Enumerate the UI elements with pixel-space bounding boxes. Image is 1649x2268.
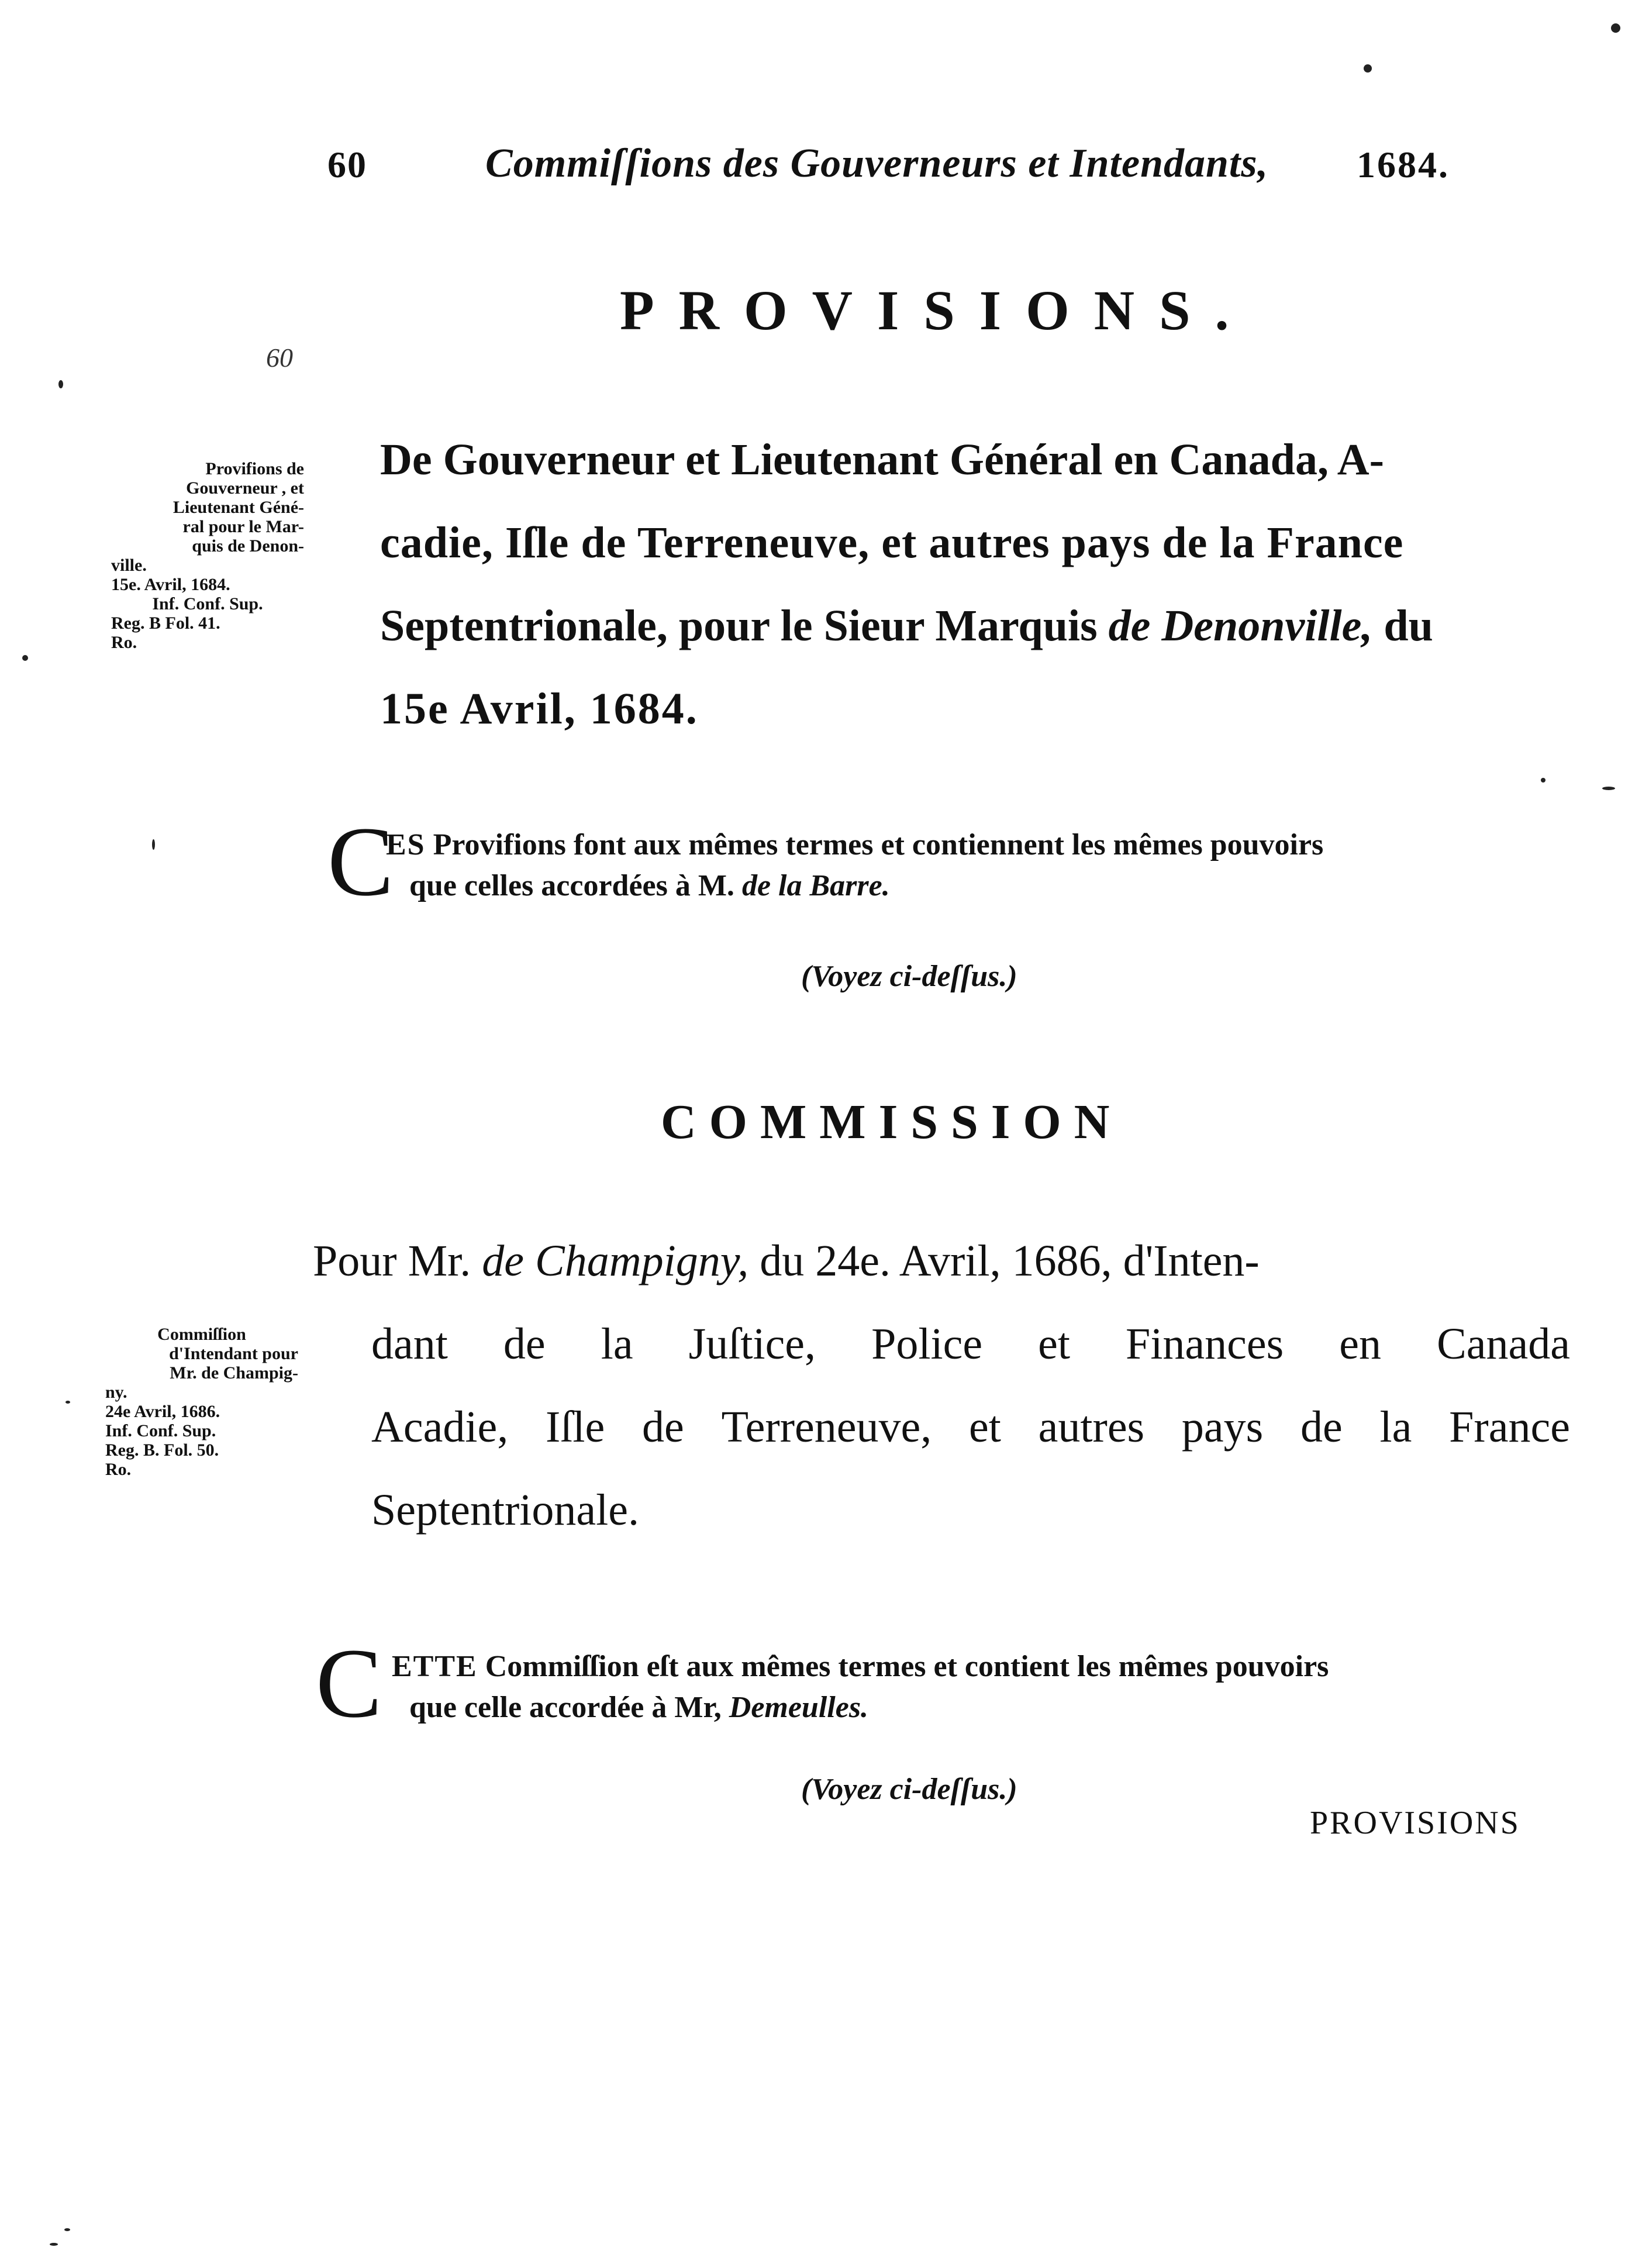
title-line: cadie, Iſle de Terreneuve, et autres pays de la France	[380, 518, 1404, 567]
word: de	[503, 1319, 546, 1369]
body-text: que celle accordée à Mr,	[409, 1691, 722, 1724]
sidenote-line: quis de Denon-	[192, 536, 304, 556]
scan-speck	[1611, 23, 1620, 33]
sidenote-line: Lieutenant Géné-	[173, 498, 304, 517]
commission-body	[316, 1628, 1570, 1738]
sidenote-line: Gouverneur , et	[186, 478, 304, 498]
body-lead-letters: ETTE	[392, 1650, 478, 1683]
sidenote-line: Ro.	[111, 633, 137, 652]
body-line	[327, 825, 1570, 866]
word: Iſle	[545, 1402, 605, 1452]
title-line: 15e Avril, 1684.	[380, 684, 699, 733]
scan-speck	[65, 1401, 70, 1404]
word: Canada	[1437, 1319, 1570, 1369]
scan-speck	[1364, 64, 1372, 73]
scan-speck	[64, 2228, 70, 2231]
person-name: de Champigny,	[482, 1236, 749, 1285]
provisions-body	[327, 806, 1570, 916]
word: la	[1379, 1402, 1412, 1452]
handwritten-mark: 60	[266, 343, 293, 373]
sidenote-line: ral pour le Mar-	[182, 517, 304, 536]
title-line-text: Septentrionale, pour le Sieur Marquis	[380, 601, 1098, 650]
word: de	[642, 1402, 684, 1452]
sidenote-line: 24e Avril, 1686.	[105, 1402, 220, 1421]
page-number: 60	[327, 144, 367, 185]
cross-reference: (Voyez ci-deſſus.)	[801, 1773, 1017, 1806]
provisions-title-paragraph	[380, 418, 1567, 750]
scan-speck	[58, 380, 63, 388]
scan-speck	[152, 839, 155, 850]
scan-speck	[1541, 778, 1545, 783]
body-text: que celles accordées à M.	[409, 869, 734, 902]
scan-speck	[50, 2243, 58, 2246]
running-year: 1684.	[1357, 144, 1450, 185]
title-line-text: De Gouverneur et Lieutenant Général en Canada, A-	[380, 435, 1384, 484]
catchword: PROVISIONS	[1310, 1805, 1520, 1841]
title-line-text: du 24e. Avril, 1686, d'Inten-	[760, 1236, 1260, 1285]
sidenote-line: Ro.	[105, 1460, 132, 1479]
sidenote-line: Commiſſion	[157, 1325, 246, 1344]
word: en	[1339, 1319, 1381, 1369]
word: autres	[1038, 1402, 1145, 1452]
sidenote-commission	[105, 1325, 298, 1479]
sidenote-line: d'Intendant pour	[169, 1344, 298, 1363]
title-line: Septentrionale.	[371, 1485, 639, 1535]
drop-cap: C	[316, 1628, 382, 1738]
title-line-text: du	[1384, 601, 1433, 650]
body-text: Provifions font aux mêmes termes et contiennent les mêmes pouvoirs	[433, 828, 1324, 861]
word: Police	[871, 1319, 983, 1369]
word: dant	[371, 1319, 448, 1369]
word: Acadie,	[371, 1402, 509, 1452]
word: et	[1038, 1319, 1070, 1369]
title-line	[371, 1302, 1570, 1385]
section-heading-provisions: PROVISIONS.	[620, 279, 1254, 342]
sidenote-line: Provifions de	[205, 459, 304, 478]
title-line	[380, 584, 1567, 667]
sidenote-line: Reg. B. Fol. 50.	[105, 1440, 219, 1460]
title-line	[380, 418, 1567, 501]
word: Finances	[1126, 1319, 1284, 1369]
sidenote-line: 15e. Avril, 1684.	[111, 575, 230, 594]
body-line	[316, 1687, 1570, 1728]
running-title: Commiſſions des Gouverneurs et Intendants,	[485, 141, 1269, 186]
scan-speck	[22, 655, 28, 661]
body-text: Commiſſion eſt aux mêmes termes et contient les mêmes pouvoirs	[485, 1650, 1329, 1683]
sidenote-line: Inf. Conf. Sup.	[105, 1421, 216, 1440]
sidenote-line: ny.	[105, 1383, 127, 1402]
person-name: Demeulles.	[729, 1691, 869, 1724]
title-line	[313, 1219, 1570, 1302]
drop-cap: C	[327, 806, 394, 916]
word: la	[601, 1319, 633, 1369]
word: Terreneuve,	[721, 1402, 932, 1452]
body-line	[327, 866, 1570, 906]
word: de	[1300, 1402, 1343, 1452]
word: Juſtice,	[688, 1319, 816, 1369]
sidenote-provisions	[111, 459, 304, 652]
body-lead-letters: ES	[386, 828, 426, 861]
commission-title-paragraph	[313, 1219, 1570, 1552]
body-line	[316, 1646, 1570, 1687]
sidenote-line: Mr. de Champig-	[170, 1363, 298, 1383]
person-name: de Denonville,	[1108, 601, 1373, 650]
word: et	[969, 1402, 1001, 1452]
sidenote-line: Reg. B Fol. 41.	[111, 613, 220, 633]
title-line-text: Pour Mr.	[313, 1236, 471, 1285]
scan-speck	[1602, 787, 1615, 790]
title-line	[371, 1385, 1570, 1469]
section-heading-commission: COMMISSION	[661, 1095, 1123, 1149]
sidenote-line: Inf. Conf. Sup.	[152, 594, 263, 613]
sidenote-line: ville.	[111, 556, 147, 575]
cross-reference: (Voyez ci-deſſus.)	[801, 960, 1017, 993]
word: pays	[1181, 1402, 1264, 1452]
word: France	[1449, 1402, 1570, 1452]
person-name: de la Barre.	[741, 869, 890, 902]
